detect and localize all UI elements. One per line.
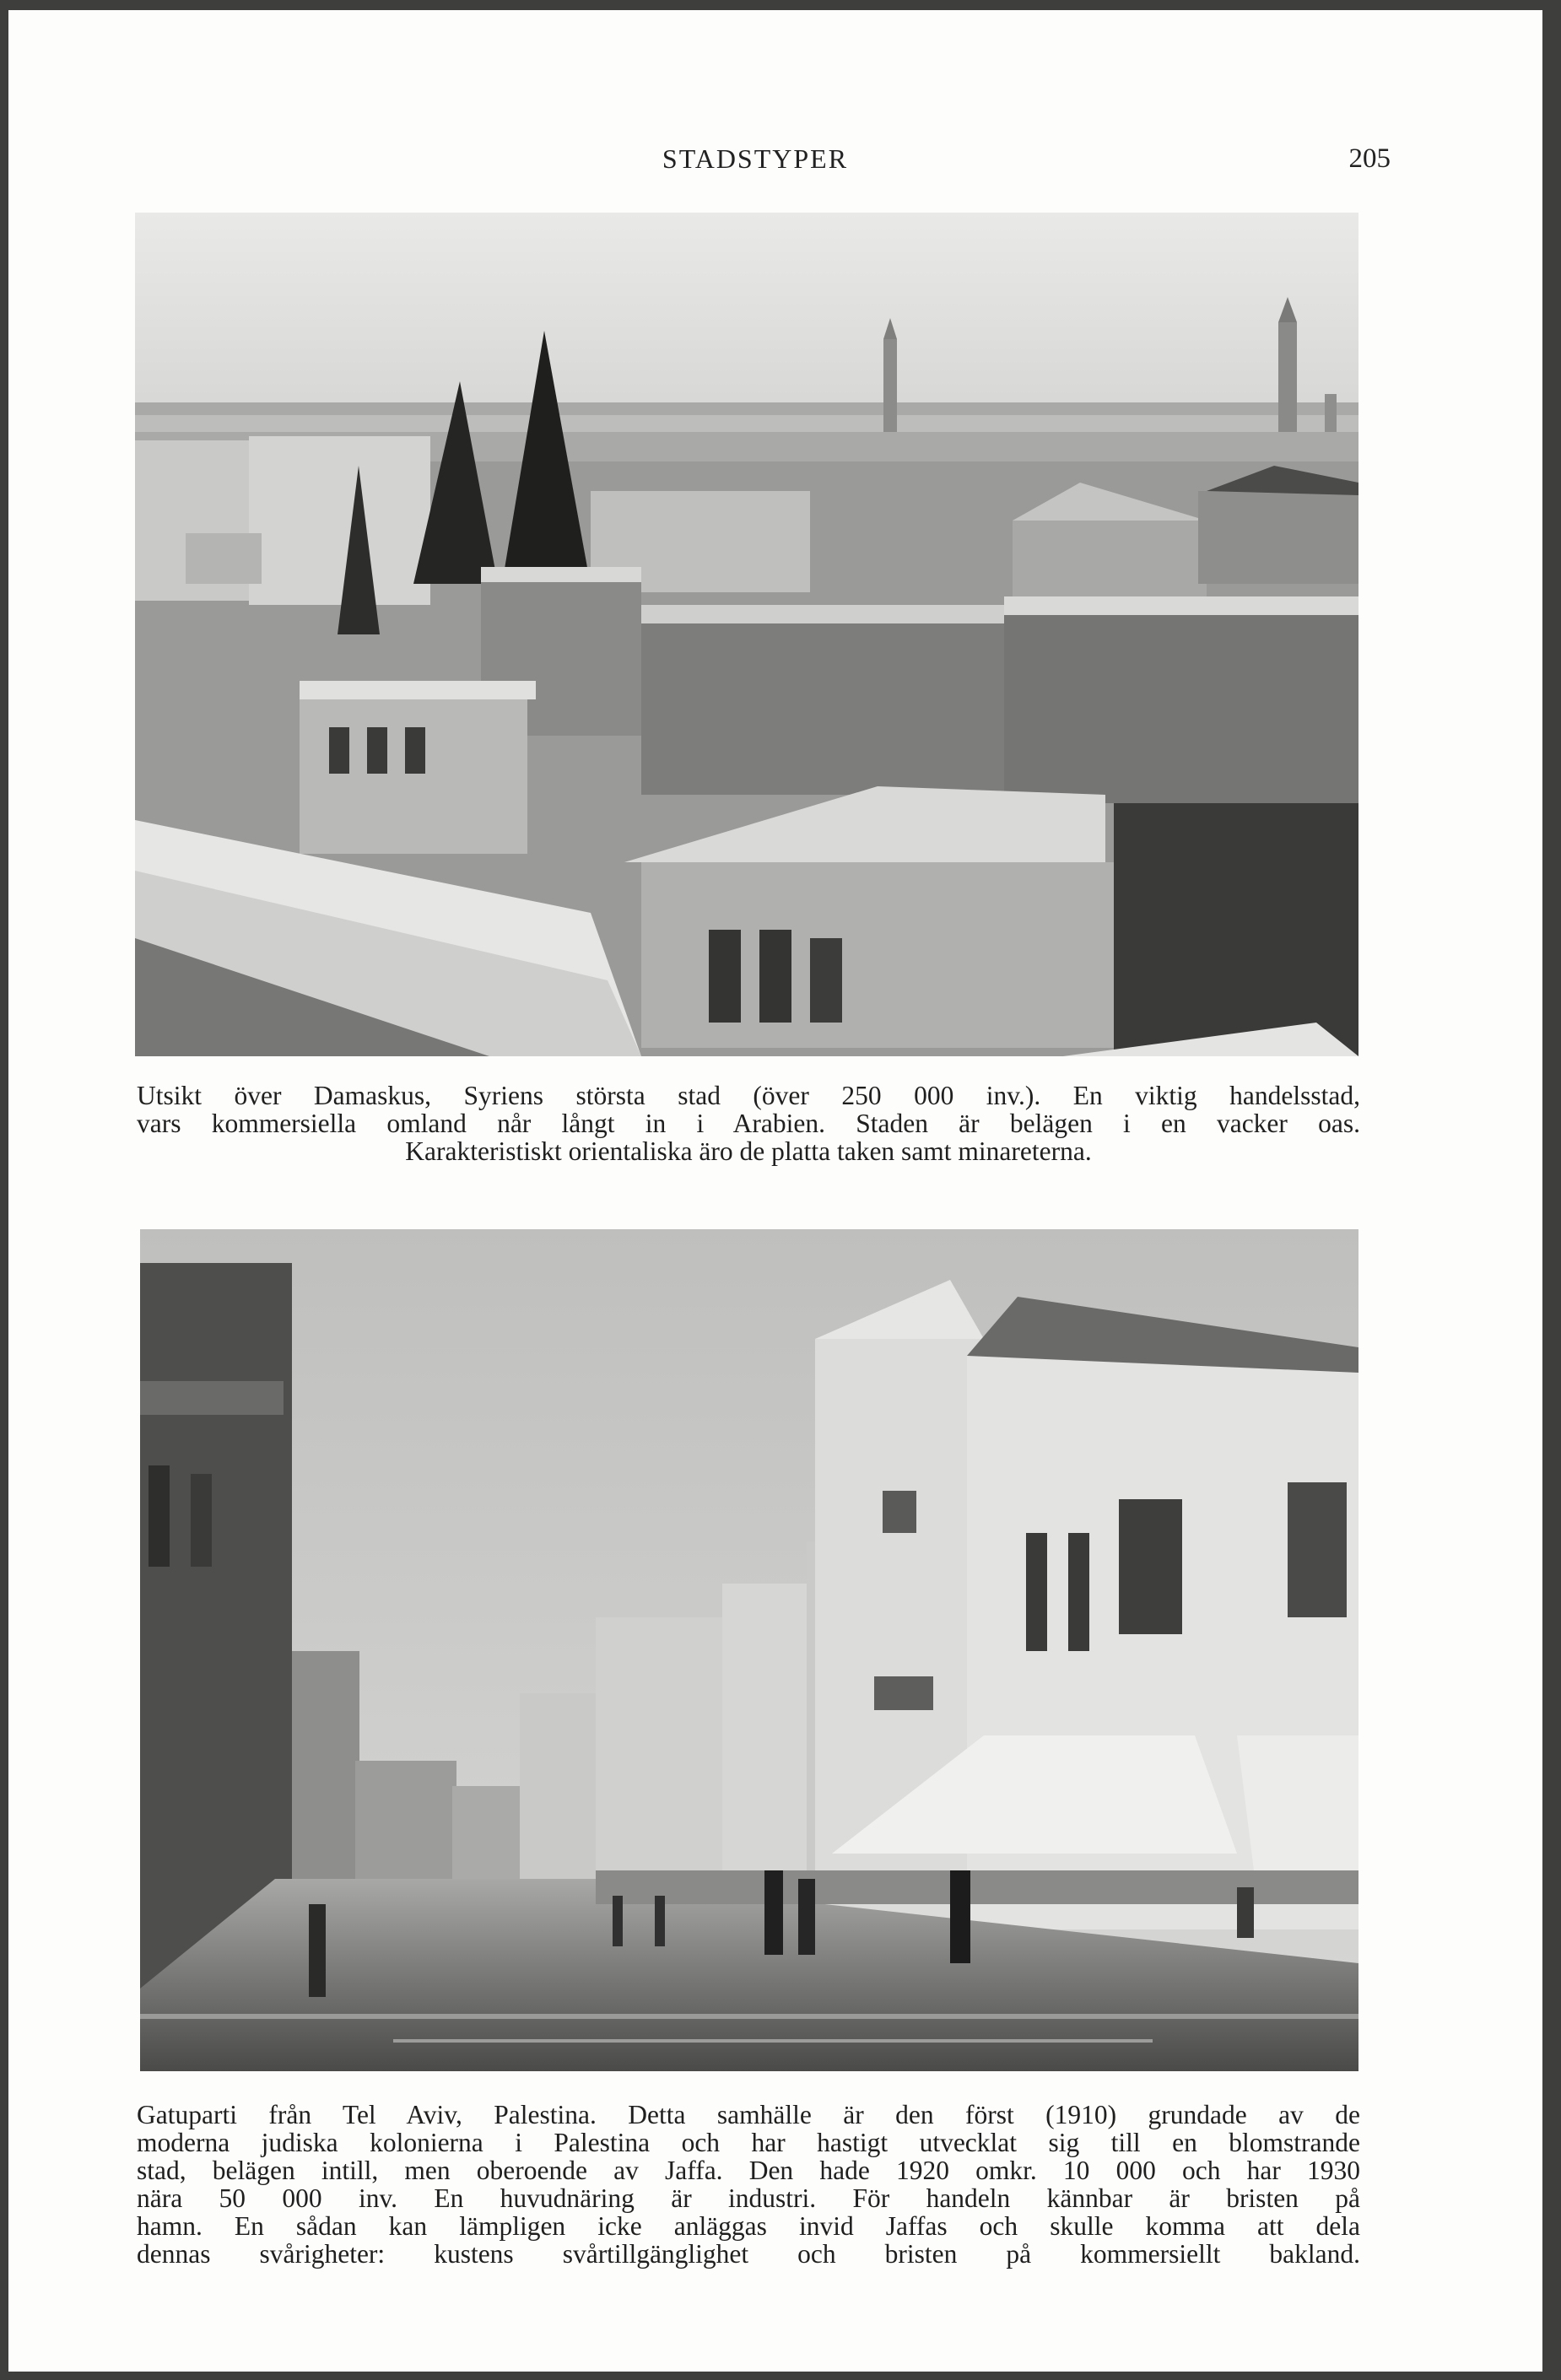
- caption-line: nära 50 000 inv. En huvudnäring är industri. För handeln kännbar är bristen på: [137, 2183, 1360, 2213]
- page-number: 205: [1348, 143, 1391, 174]
- book-page: [8, 10, 1542, 2372]
- caption-line: moderna judiska kolonierna i Palestina och har hastigt utvecklat sig till en blomstrande: [137, 2128, 1360, 2157]
- caption-damascus: [137, 1082, 1360, 1165]
- caption-line: stad, belägen intill, men oberoende av Jaffa. Den hade 1920 omkr. 10 000 och har 1930: [137, 2156, 1360, 2185]
- caption-line: vars kommersiella omland når långt in i Arabien. Staden är belägen i en vacker oas.: [137, 1109, 1360, 1138]
- caption-line: dennas svårigheter: kustens svårtillgänglighet och bristen på kommersiellt bakland.: [137, 2239, 1360, 2269]
- running-header: STADSTYPER: [662, 143, 849, 174]
- photo-damascus-rooftops: [135, 213, 1358, 1056]
- caption-tel-aviv: [137, 2101, 1360, 2268]
- caption-line: Utsikt över Damaskus, Syriens största stad (över 250 000 inv.). En viktig handelsstad,: [137, 1081, 1360, 1110]
- caption-line: Karakteristiskt orientaliska äro de platta taken samt minareterna.: [405, 1136, 1092, 1166]
- caption-line: Gatuparti från Tel Aviv, Palestina. Detta samhälle är den först (1910) grundade av de: [137, 2100, 1360, 2129]
- photo-tel-aviv-street: [140, 1229, 1358, 2071]
- caption-line: hamn. En sådan kan lämpligen icke anläggas invid Jaffas och skulle komma att dela: [137, 2211, 1360, 2241]
